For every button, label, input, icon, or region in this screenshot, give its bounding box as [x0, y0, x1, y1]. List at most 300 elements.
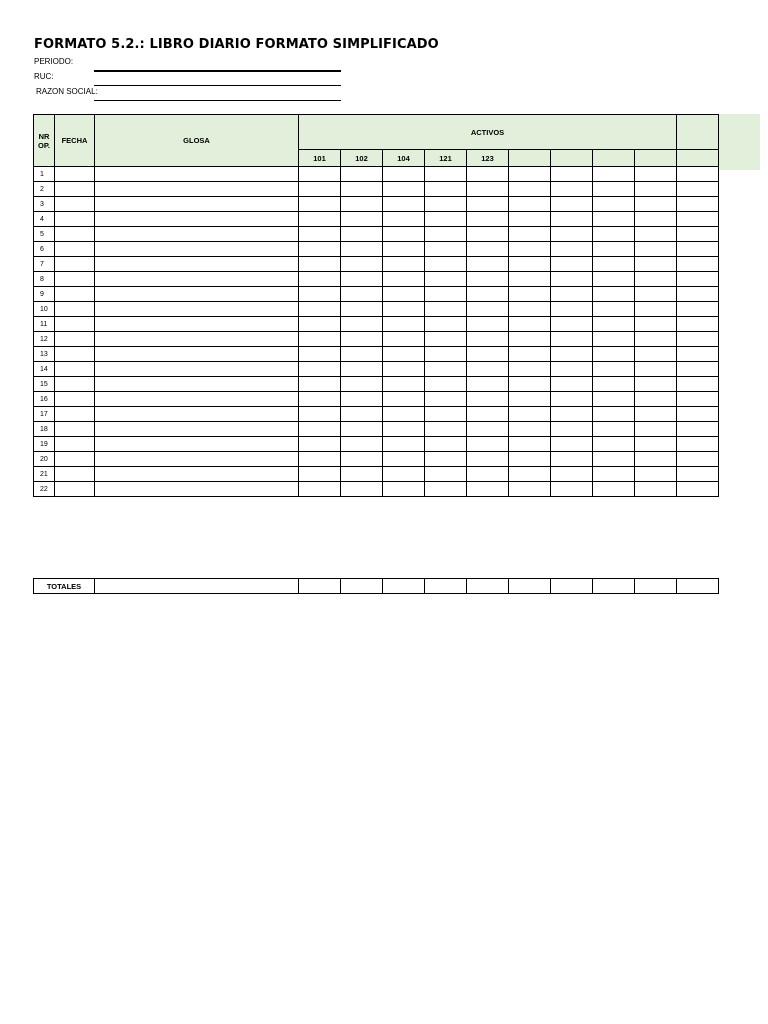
table-cell[interactable] [551, 347, 593, 362]
table-cell[interactable] [635, 437, 677, 452]
table-cell[interactable] [95, 167, 299, 182]
table-cell[interactable] [467, 422, 509, 437]
table-cell[interactable] [551, 392, 593, 407]
table-cell[interactable] [383, 167, 425, 182]
table-cell[interactable] [55, 482, 95, 497]
table-cell[interactable] [55, 182, 95, 197]
table-cell[interactable] [593, 197, 635, 212]
table-cell[interactable] [467, 332, 509, 347]
totals-cell[interactable] [551, 579, 593, 594]
table-cell[interactable] [95, 212, 299, 227]
table-cell[interactable] [425, 407, 467, 422]
table-cell[interactable] [299, 197, 341, 212]
table-cell[interactable] [635, 272, 677, 287]
table-cell[interactable] [635, 347, 677, 362]
table-cell[interactable] [299, 257, 341, 272]
table-cell[interactable] [551, 257, 593, 272]
table-cell[interactable] [593, 467, 635, 482]
table-cell[interactable] [509, 452, 551, 467]
table-cell[interactable] [509, 482, 551, 497]
table-cell[interactable] [551, 437, 593, 452]
table-cell[interactable] [677, 317, 719, 332]
table-cell[interactable] [55, 407, 95, 422]
table-cell[interactable] [593, 302, 635, 317]
table-cell[interactable] [55, 437, 95, 452]
table-cell[interactable] [677, 437, 719, 452]
table-cell[interactable] [383, 362, 425, 377]
table-cell[interactable] [425, 422, 467, 437]
header-glosa: GLOSA [95, 115, 299, 167]
table-cell[interactable] [95, 482, 299, 497]
table-cell[interactable] [635, 317, 677, 332]
table-row [34, 347, 719, 362]
table-cell[interactable] [593, 167, 635, 182]
table-cell[interactable] [383, 242, 425, 257]
table-cell[interactable] [299, 437, 341, 452]
table-cell[interactable] [95, 317, 299, 332]
table-cell[interactable] [299, 482, 341, 497]
table-cell[interactable] [425, 437, 467, 452]
totals-cell[interactable] [593, 579, 635, 594]
periodo-line [94, 70, 341, 72]
table-cell[interactable] [299, 182, 341, 197]
document-title: FORMATO 5.2.: LIBRO DIARIO FORMATO SIMPLIFICADO [34, 37, 439, 52]
table-cell[interactable] [509, 422, 551, 437]
table-cell[interactable] [299, 302, 341, 317]
row-number: 7 [34, 257, 55, 272]
table-cell[interactable] [299, 332, 341, 347]
table-cell[interactable] [467, 407, 509, 422]
table-cell[interactable] [467, 362, 509, 377]
table-cell[interactable] [299, 377, 341, 392]
table-cell[interactable] [425, 302, 467, 317]
totals-row [34, 579, 719, 594]
table-cell[interactable] [341, 347, 383, 362]
table-cell[interactable] [55, 422, 95, 437]
table-cell[interactable] [509, 317, 551, 332]
table-cell[interactable] [551, 227, 593, 242]
table-cell[interactable] [383, 272, 425, 287]
table-cell[interactable] [635, 242, 677, 257]
table-cell[interactable] [95, 182, 299, 197]
table-cell[interactable] [299, 407, 341, 422]
table-cell[interactable] [593, 422, 635, 437]
table-cell[interactable] [383, 257, 425, 272]
table-cell[interactable] [593, 272, 635, 287]
table-cell[interactable] [593, 452, 635, 467]
table-cell[interactable] [341, 452, 383, 467]
table-cell[interactable] [55, 467, 95, 482]
table-cell[interactable] [95, 362, 299, 377]
table-cell[interactable] [341, 242, 383, 257]
table-cell[interactable] [467, 212, 509, 227]
table-cell[interactable] [383, 212, 425, 227]
table-cell[interactable] [55, 257, 95, 272]
table-cell[interactable] [677, 482, 719, 497]
table-cell[interactable] [677, 347, 719, 362]
table-cell[interactable] [551, 197, 593, 212]
table-cell[interactable] [425, 242, 467, 257]
table-cell[interactable] [95, 452, 299, 467]
table-cell[interactable] [425, 257, 467, 272]
table-cell[interactable] [467, 317, 509, 332]
table-cell[interactable] [635, 182, 677, 197]
table-cell[interactable] [341, 392, 383, 407]
table-cell[interactable] [509, 227, 551, 242]
row-number: 15 [34, 377, 55, 392]
table-cell[interactable] [635, 302, 677, 317]
table-cell[interactable] [593, 407, 635, 422]
table-row [34, 212, 719, 227]
row-number: 18 [34, 422, 55, 437]
table-cell[interactable] [55, 242, 95, 257]
totals-cell[interactable] [341, 579, 383, 594]
table-cell[interactable] [383, 317, 425, 332]
table-cell[interactable] [551, 242, 593, 257]
table-cell[interactable] [677, 452, 719, 467]
table-cell[interactable] [551, 422, 593, 437]
table-cell[interactable] [677, 407, 719, 422]
header-account-6 [509, 150, 551, 167]
table-cell[interactable] [341, 422, 383, 437]
table-cell[interactable] [341, 287, 383, 302]
table-cell[interactable] [467, 467, 509, 482]
table-cell[interactable] [467, 302, 509, 317]
table-cell[interactable] [551, 467, 593, 482]
table-cell[interactable] [467, 242, 509, 257]
table-row [34, 467, 719, 482]
table-cell[interactable] [299, 167, 341, 182]
table-cell[interactable] [551, 167, 593, 182]
table-cell[interactable] [55, 302, 95, 317]
table-cell[interactable] [341, 437, 383, 452]
table-cell[interactable] [425, 212, 467, 227]
table-cell[interactable] [425, 467, 467, 482]
table-cell[interactable] [551, 272, 593, 287]
totals-cell[interactable] [677, 579, 719, 594]
table-cell[interactable] [551, 362, 593, 377]
header-nr-line2: OP. [38, 140, 50, 150]
table-cell[interactable] [95, 437, 299, 452]
table-cell[interactable] [635, 287, 677, 302]
table-cell[interactable] [95, 332, 299, 347]
table-cell[interactable] [95, 287, 299, 302]
table-cell[interactable] [55, 317, 95, 332]
table-cell[interactable] [635, 467, 677, 482]
table-cell[interactable] [55, 167, 95, 182]
table-cell[interactable] [425, 317, 467, 332]
table-cell[interactable] [635, 362, 677, 377]
table-cell[interactable] [593, 227, 635, 242]
table-cell[interactable] [677, 422, 719, 437]
totals-cell[interactable] [509, 579, 551, 594]
table-cell[interactable] [635, 212, 677, 227]
table-cell[interactable] [509, 347, 551, 362]
table-row [34, 377, 719, 392]
table-cell[interactable] [341, 362, 383, 377]
table-cell[interactable] [509, 272, 551, 287]
table-cell[interactable] [299, 347, 341, 362]
table-cell[interactable] [95, 302, 299, 317]
table-cell[interactable] [467, 197, 509, 212]
table-cell[interactable] [593, 437, 635, 452]
table-cell[interactable] [95, 377, 299, 392]
table-cell[interactable] [509, 212, 551, 227]
table-cell[interactable] [467, 392, 509, 407]
table-cell[interactable] [467, 227, 509, 242]
table-cell[interactable] [95, 242, 299, 257]
table-cell[interactable] [425, 287, 467, 302]
table-cell[interactable] [299, 467, 341, 482]
table-cell[interactable] [551, 287, 593, 302]
table-cell[interactable] [677, 377, 719, 392]
table-cell[interactable] [425, 182, 467, 197]
table-cell[interactable] [55, 332, 95, 347]
table-cell[interactable] [425, 377, 467, 392]
table-cell[interactable] [677, 212, 719, 227]
table-cell[interactable] [425, 197, 467, 212]
table-cell[interactable] [467, 452, 509, 467]
table-cell[interactable] [425, 482, 467, 497]
table-cell[interactable] [551, 302, 593, 317]
table-cell[interactable] [467, 347, 509, 362]
table-cell[interactable] [383, 197, 425, 212]
table-row [34, 407, 719, 422]
table-cell[interactable] [635, 332, 677, 347]
table-cell[interactable] [677, 362, 719, 377]
table-cell[interactable] [509, 287, 551, 302]
table-cell[interactable] [383, 482, 425, 497]
table-cell[interactable] [383, 437, 425, 452]
table-cell[interactable] [341, 377, 383, 392]
totals-cell[interactable] [383, 579, 425, 594]
table-cell[interactable] [95, 257, 299, 272]
table-cell[interactable] [593, 257, 635, 272]
totals-table [33, 578, 719, 594]
table-cell[interactable] [551, 407, 593, 422]
table-cell[interactable] [593, 287, 635, 302]
table-cell[interactable] [677, 392, 719, 407]
table-cell[interactable] [677, 332, 719, 347]
table-cell[interactable] [509, 437, 551, 452]
table-cell[interactable] [551, 182, 593, 197]
table-cell[interactable] [299, 422, 341, 437]
table-cell[interactable] [425, 452, 467, 467]
table-cell[interactable] [593, 332, 635, 347]
table-cell[interactable] [299, 227, 341, 242]
table-cell[interactable] [635, 392, 677, 407]
table-cell[interactable] [593, 362, 635, 377]
table-cell[interactable] [551, 377, 593, 392]
table-cell[interactable] [425, 392, 467, 407]
table-cell[interactable] [509, 197, 551, 212]
ruc-line [94, 85, 341, 86]
table-cell[interactable] [635, 482, 677, 497]
table-cell[interactable] [299, 317, 341, 332]
table-cell[interactable] [509, 407, 551, 422]
table-cell[interactable] [425, 362, 467, 377]
table-cell[interactable] [593, 242, 635, 257]
header-account-1: 101 [299, 150, 341, 167]
table-cell[interactable] [509, 182, 551, 197]
table-cell[interactable] [593, 392, 635, 407]
table-cell[interactable] [635, 452, 677, 467]
table-cell[interactable] [425, 347, 467, 362]
table-cell[interactable] [341, 332, 383, 347]
table-cell[interactable] [299, 272, 341, 287]
table-cell[interactable] [383, 227, 425, 242]
table-cell[interactable] [635, 407, 677, 422]
table-cell[interactable] [383, 332, 425, 347]
table-cell[interactable] [95, 197, 299, 212]
table-cell[interactable] [467, 272, 509, 287]
table-cell[interactable] [509, 377, 551, 392]
table-cell[interactable] [383, 452, 425, 467]
table-cell[interactable] [467, 482, 509, 497]
table-cell[interactable] [425, 167, 467, 182]
table-cell[interactable] [383, 287, 425, 302]
table-cell[interactable] [55, 272, 95, 287]
table-row [34, 182, 719, 197]
table-cell[interactable] [95, 272, 299, 287]
table-cell[interactable] [55, 287, 95, 302]
table-cell[interactable] [635, 167, 677, 182]
row-number: 19 [34, 437, 55, 452]
table-cell[interactable] [55, 347, 95, 362]
table-cell[interactable] [509, 242, 551, 257]
table-row [34, 362, 719, 377]
table-cell[interactable] [341, 167, 383, 182]
table-cell[interactable] [95, 407, 299, 422]
table-cell[interactable] [467, 257, 509, 272]
table-cell[interactable] [299, 212, 341, 227]
table-cell[interactable] [383, 377, 425, 392]
table-cell[interactable] [299, 392, 341, 407]
row-number: 20 [34, 452, 55, 467]
row-number: 6 [34, 242, 55, 257]
table-cell[interactable] [509, 167, 551, 182]
header-fecha: FECHA [55, 115, 95, 167]
table-cell[interactable] [467, 167, 509, 182]
table-cell[interactable] [425, 227, 467, 242]
table-cell[interactable] [299, 452, 341, 467]
table-cell[interactable] [383, 467, 425, 482]
table-cell[interactable] [677, 287, 719, 302]
totals-cell[interactable] [425, 579, 467, 594]
table-cell[interactable] [341, 317, 383, 332]
table-cell[interactable] [425, 332, 467, 347]
table-cell[interactable] [677, 197, 719, 212]
table-cell[interactable] [467, 287, 509, 302]
table-cell[interactable] [341, 302, 383, 317]
table-cell[interactable] [383, 302, 425, 317]
table-cell[interactable] [677, 242, 719, 257]
table-cell[interactable] [341, 182, 383, 197]
table-cell[interactable] [551, 332, 593, 347]
table-cell[interactable] [55, 212, 95, 227]
table-cell[interactable] [593, 212, 635, 227]
table-cell[interactable] [635, 257, 677, 272]
table-cell[interactable] [341, 407, 383, 422]
table-cell[interactable] [299, 362, 341, 377]
table-cell[interactable] [383, 347, 425, 362]
table-cell[interactable] [509, 467, 551, 482]
table-cell[interactable] [341, 482, 383, 497]
table-cell[interactable] [95, 422, 299, 437]
table-cell[interactable] [55, 392, 95, 407]
table-cell[interactable] [299, 287, 341, 302]
table-cell[interactable] [509, 257, 551, 272]
table-cell[interactable] [551, 317, 593, 332]
table-cell[interactable] [551, 452, 593, 467]
table-cell[interactable] [341, 197, 383, 212]
table-cell[interactable] [677, 182, 719, 197]
table-cell[interactable] [383, 392, 425, 407]
table-cell[interactable] [677, 167, 719, 182]
table-cell[interactable] [593, 317, 635, 332]
table-cell[interactable] [467, 182, 509, 197]
table-cell[interactable] [509, 332, 551, 347]
row-number: 2 [34, 182, 55, 197]
table-cell[interactable] [635, 377, 677, 392]
table-cell[interactable] [593, 377, 635, 392]
table-cell[interactable] [341, 257, 383, 272]
row-number: 9 [34, 287, 55, 302]
table-cell[interactable] [677, 257, 719, 272]
table-cell[interactable] [677, 302, 719, 317]
table-cell[interactable] [425, 272, 467, 287]
totals-cell[interactable] [467, 579, 509, 594]
table-cell[interactable] [635, 197, 677, 212]
table-cell[interactable] [55, 377, 95, 392]
table-cell[interactable] [509, 302, 551, 317]
table-cell[interactable] [509, 362, 551, 377]
table-cell[interactable] [341, 272, 383, 287]
table-cell[interactable] [55, 227, 95, 242]
table-cell[interactable] [677, 272, 719, 287]
table-cell[interactable] [551, 482, 593, 497]
table-cell[interactable] [509, 392, 551, 407]
table-cell[interactable] [383, 182, 425, 197]
table-cell[interactable] [95, 467, 299, 482]
table-cell[interactable] [593, 482, 635, 497]
table-cell[interactable] [383, 422, 425, 437]
table-cell[interactable] [593, 347, 635, 362]
table-cell[interactable] [677, 467, 719, 482]
table-cell[interactable] [551, 212, 593, 227]
table-cell[interactable] [95, 347, 299, 362]
totals-cell[interactable] [635, 579, 677, 594]
table-cell[interactable] [95, 227, 299, 242]
table-cell[interactable] [341, 467, 383, 482]
table-cell[interactable] [299, 242, 341, 257]
totals-cell[interactable] [299, 579, 341, 594]
table-cell[interactable] [635, 227, 677, 242]
table-cell[interactable] [55, 197, 95, 212]
table-cell[interactable] [677, 227, 719, 242]
table-cell[interactable] [593, 182, 635, 197]
table-cell[interactable] [467, 377, 509, 392]
table-cell[interactable] [341, 227, 383, 242]
table-cell[interactable] [341, 212, 383, 227]
table-cell[interactable] [635, 422, 677, 437]
table-cell[interactable] [55, 362, 95, 377]
table-cell[interactable] [383, 407, 425, 422]
table-cell[interactable] [95, 392, 299, 407]
table-cell[interactable] [55, 452, 95, 467]
row-number: 17 [34, 407, 55, 422]
table-cell[interactable] [467, 437, 509, 452]
